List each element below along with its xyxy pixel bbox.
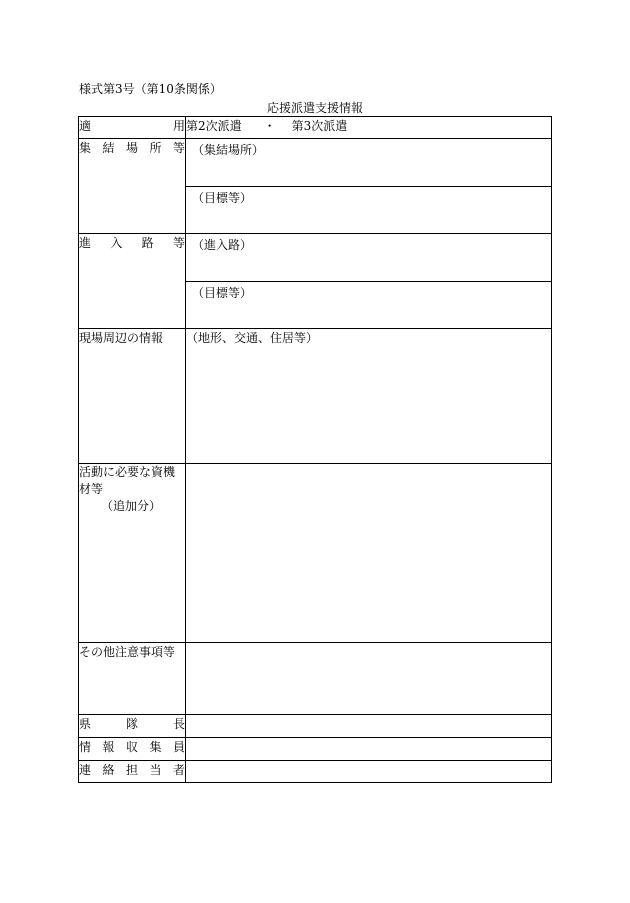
field-application[interactable] (186, 117, 552, 139)
support-info-form (78, 116, 552, 783)
field-info-staff[interactable] (186, 738, 552, 761)
field-notes[interactable] (186, 643, 552, 715)
row-approach (79, 234, 552, 329)
label-char: 当 (149, 763, 162, 777)
label-line: 材等 (79, 482, 104, 496)
hint-site-info: （地形、交通、住居等） (186, 331, 319, 345)
label-captain (79, 715, 186, 738)
label-char: 結 (102, 141, 115, 155)
label-char: 場 (125, 141, 138, 155)
label-char: 員 (172, 740, 185, 754)
row-liaison (79, 761, 552, 783)
row-site-info (79, 329, 552, 464)
label-char: 県 (79, 717, 92, 731)
label-char: 所 (149, 141, 162, 155)
field-approach-landmark[interactable] (186, 281, 551, 328)
label-line: 活動に必要な資機 (79, 465, 176, 479)
label-info-staff (79, 738, 186, 761)
field-assembly-location[interactable] (186, 139, 551, 186)
label-application (79, 117, 186, 139)
label-char: 路 (141, 236, 154, 250)
field-assembly (186, 139, 552, 234)
hint-approach-landmark: （目標等） (192, 286, 253, 300)
row-application (79, 117, 552, 139)
label-char: 等 (172, 236, 185, 250)
label-char: 者 (172, 763, 185, 777)
label-char: 隊 (125, 717, 138, 731)
hint-assembly-landmark: （目標等） (192, 191, 253, 205)
label-site-info (79, 329, 186, 464)
field-captain[interactable] (186, 715, 552, 738)
hint-assembly-location: （集結場所） (192, 143, 265, 157)
row-captain (79, 715, 552, 738)
label-char: 用 (172, 119, 185, 133)
row-notes (79, 643, 552, 715)
label-liaison (79, 761, 186, 783)
field-liaison[interactable] (186, 761, 552, 783)
row-info-staff (79, 738, 552, 761)
field-site-info[interactable] (186, 329, 552, 464)
label-text: 現場周辺の情報 (79, 331, 164, 345)
label-char: 担 (125, 763, 138, 777)
label-notes (79, 643, 186, 715)
form-number: 様式第3号（第10条関係） (79, 82, 222, 96)
label-char: 連 (79, 763, 92, 777)
option-third-dispatch[interactable]: 第3次派遣 (291, 119, 348, 133)
row-assembly (79, 139, 552, 234)
label-char: 進 (79, 236, 92, 250)
label-char: 長 (172, 717, 185, 731)
label-approach (79, 234, 186, 329)
label-char: 情 (79, 740, 92, 754)
label-char: 収 (125, 740, 138, 754)
label-char: 等 (172, 141, 185, 155)
label-text: その他注意事項等 (79, 645, 176, 659)
separator-dot: ・ (263, 119, 276, 133)
label-assembly (79, 139, 186, 234)
field-approach (186, 234, 552, 329)
field-approach-route[interactable] (186, 234, 551, 281)
label-char: 報 (102, 740, 115, 754)
row-equipment (79, 464, 552, 643)
label-char: 集 (79, 141, 92, 155)
form-title: 応援派遣支援情報 (266, 101, 363, 115)
label-char: 適 (79, 119, 92, 133)
field-assembly-landmark[interactable] (186, 186, 551, 233)
label-char: 絡 (102, 763, 115, 777)
label-line: （追加分） (101, 499, 162, 513)
label-char: 入 (110, 236, 123, 250)
label-char: 集 (149, 740, 162, 754)
hint-approach-route: （進入路） (192, 238, 253, 252)
option-second-dispatch[interactable]: 第2次派遣 (186, 119, 242, 133)
field-equipment[interactable] (186, 464, 552, 643)
label-equipment (79, 464, 186, 643)
